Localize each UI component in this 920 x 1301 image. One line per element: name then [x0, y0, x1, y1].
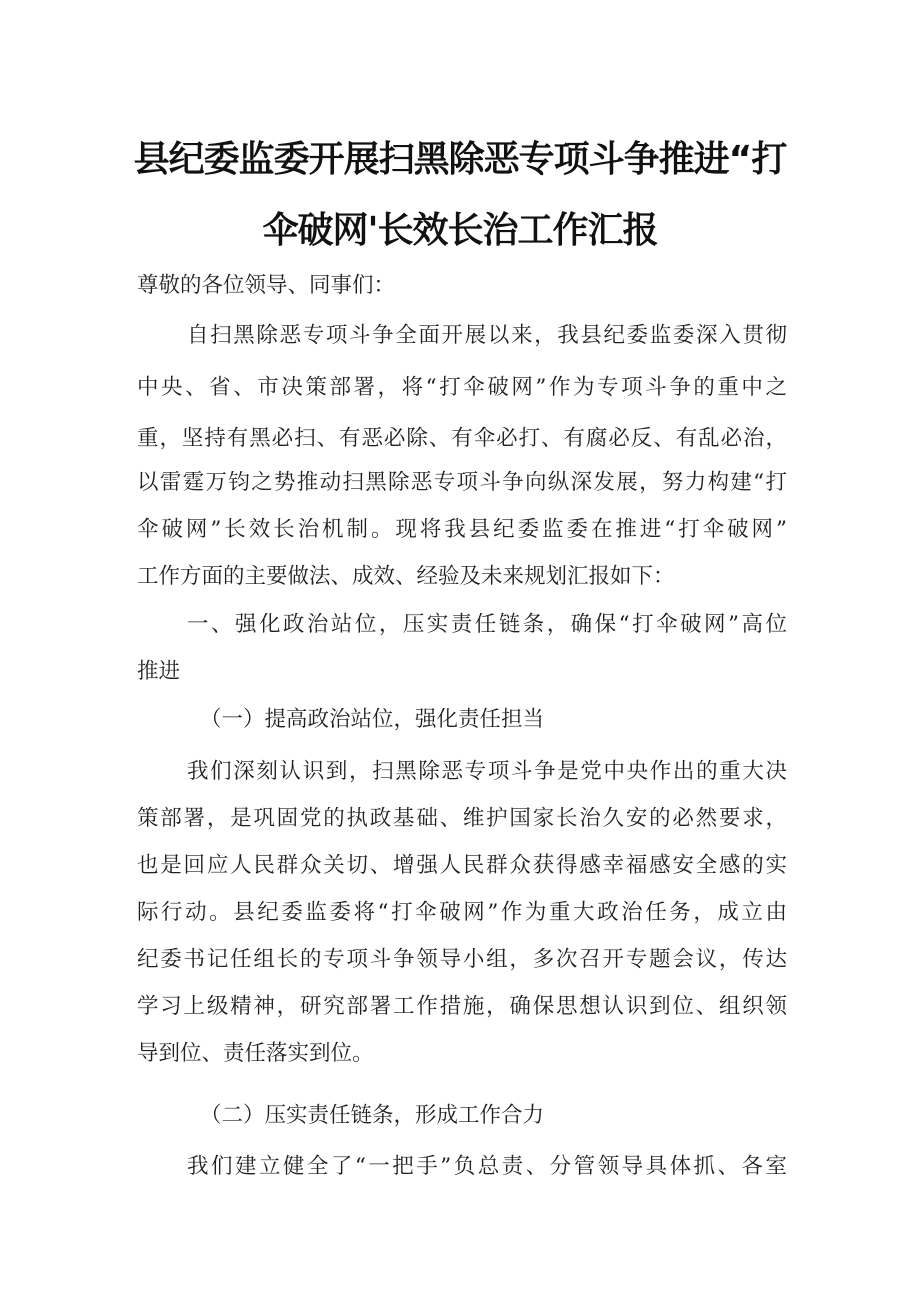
document-title-line-1: 县纪委监委开展扫黑除恶专项斗争推进“打	[133, 139, 787, 180]
sub1-line-1: 我们深刻认识到，扫黑除恶专项斗争是党中央作出的重大决	[187, 759, 787, 784]
intro-line-6: 工作方面的主要做法、成效、经验及未来规划汇报如下：	[137, 564, 675, 589]
intro-line-3: 重，坚持有黑必扫、有恶必除、有伞必打、有腐必反、有乱必治，	[137, 426, 787, 451]
sub1-line-7: 导到位、责任落实到位。	[137, 1041, 374, 1066]
sub1-line-6: 学习上级精神，研究部署工作措施，确保思想认识到位、组织领	[137, 994, 787, 1019]
intro-line-1: 自扫黑除恶专项斗争全面开展以来，我县纪委监委深入贯彻	[187, 323, 787, 348]
section-1-heading-line-2: 推进	[137, 659, 181, 684]
salutation: 尊敬的各位领导、同事们：	[137, 273, 396, 298]
section-1-heading-line-1: 一、强化政治站位，压实责任链条，确保“打伞破网”高位	[187, 612, 787, 637]
document-title-line-2: 伞破网'长效长治工作汇报	[262, 210, 658, 251]
sub1-line-3: 也是回应人民群众关切、增强人民群众获得感幸福感安全感的实	[137, 853, 787, 878]
sub1-line-5: 纪委书记任组长的专项斗争领导小组，多次召开专题会议，传达	[137, 947, 787, 972]
intro-line-2: 中央、省、市决策部署，将“打伞破网”作为专项斗争的重中之	[137, 375, 787, 400]
sub1-line-4: 际行动。县纪委监委将“打伞破网”作为重大政治任务，成立由	[137, 900, 787, 925]
subsection-1-heading: （一）提高政治站位，强化责任担当	[200, 707, 545, 732]
sub1-line-2: 策部署，是巩固党的执政基础、维护国家长治久安的必然要求，	[137, 806, 787, 831]
subsection-2-heading: （二）压实责任链条，形成工作合力	[200, 1103, 545, 1128]
sub2-line-1: 我们建立健全了“一把手”负总责、分管领导具体抓、各室	[187, 1154, 787, 1179]
intro-line-5: 伞破网”长效长治机制。现将我县纪委监委在推进“打伞破网”	[137, 517, 787, 542]
intro-line-4: 以雷霆万钧之势推动扫黑除恶专项斗争向纵深发展，努力构建“打	[137, 470, 787, 495]
